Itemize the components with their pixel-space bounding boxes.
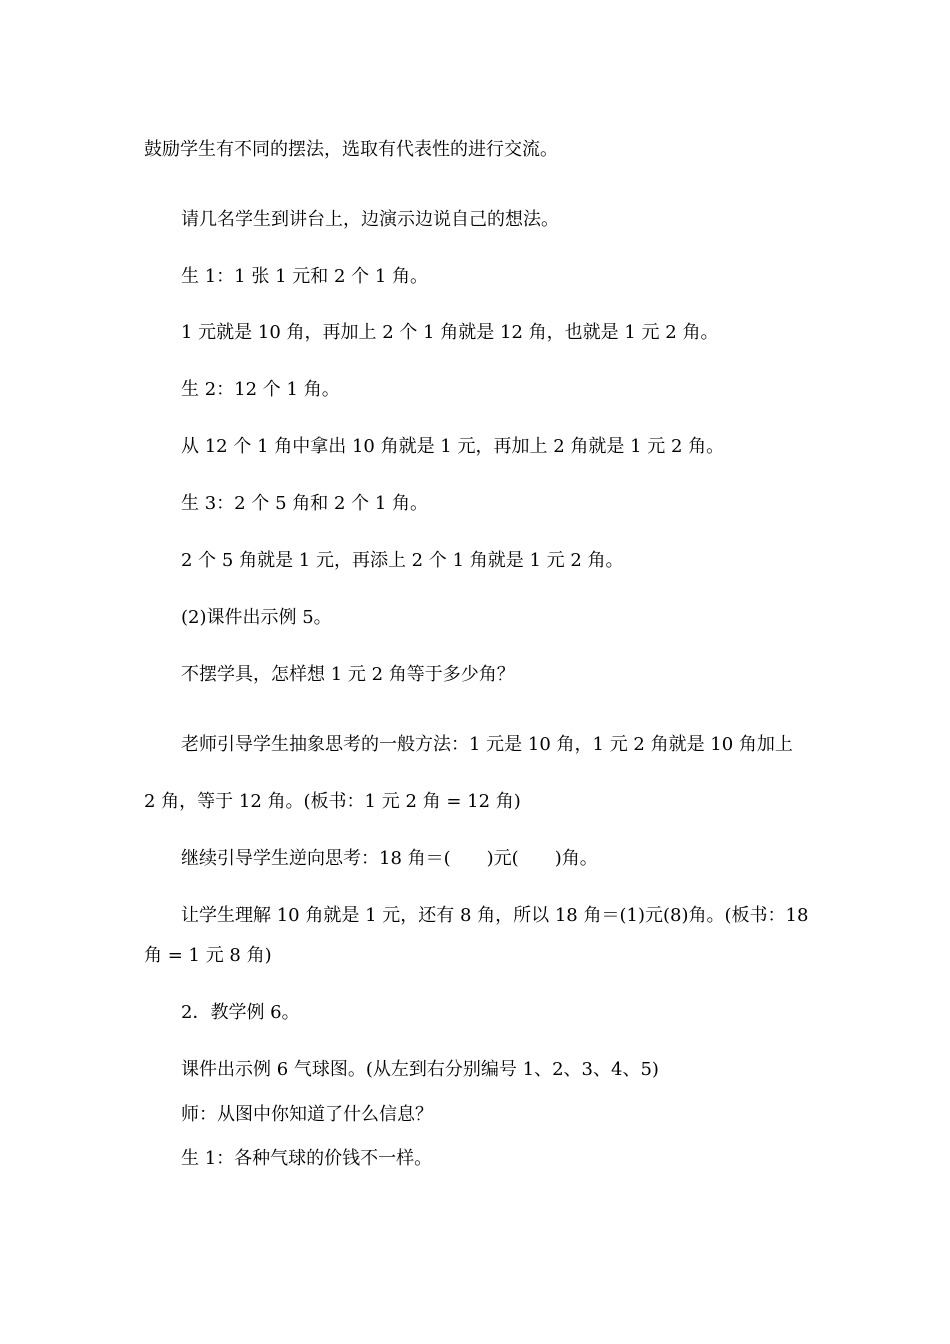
paragraph-line: 课件出示例 6 气球图。(从左到右分别编号 1、2、3、4、5) [181, 1059, 659, 1080]
paragraph-line: 请几名学生到讲台上，边演示边说自己的想法。 [181, 209, 559, 230]
paragraph-line: 鼓励学生有不同的摆法，选取有代表性的进行交流。 [144, 139, 558, 160]
paragraph-line: 2 角，等于 12 角。(板书：1 元 2 角 = 12 角) [144, 791, 521, 812]
paragraph-line: 生 1：各种气球的价钱不一样。 [181, 1148, 433, 1169]
paragraph-line: (2)课件出示例 5。 [181, 607, 332, 628]
paragraph-line: 老师引导学生抽象思考的一般方法：1 元是 10 角，1 元 2 角就是 10 角加上 [181, 734, 793, 755]
paragraph-line: 生 3：2 个 5 角和 2 个 1 角。 [181, 493, 429, 514]
paragraph-line: 不摆学具，怎样想 1 元 2 角等于多少角？ [181, 664, 515, 685]
paragraph-line: 2 个 5 角就是 1 元，再添上 2 个 1 角就是 1 元 2 角。 [181, 550, 624, 571]
paragraph-line: 1 元就是 10 角，再加上 2 个 1 角就是 12 角，也就是 1 元 2 角。 [181, 322, 719, 343]
paragraph-line: 继续引导学生逆向思考：18 角＝( )元( )角。 [181, 848, 598, 869]
paragraph-line: 生 1：1 张 1 元和 2 个 1 角。 [181, 266, 429, 287]
paragraph-line: 角 = 1 元 8 角) [144, 945, 272, 966]
paragraph-line: 师：从图中你知道了什么信息？ [181, 1104, 433, 1125]
paragraph-line: 让学生理解 10 角就是 1 元，还有 8 角，所以 18 角＝(1)元(8)角。(板书：18 [181, 905, 809, 926]
paragraph-line: 从 12 个 1 角中拿出 10 角就是 1 元，再加上 2 角就是 1 元 2 角。 [181, 436, 725, 457]
paragraph-line: 2．教学例 6。 [181, 1002, 300, 1023]
paragraph-line: 生 2：12 个 1 角。 [181, 379, 340, 400]
